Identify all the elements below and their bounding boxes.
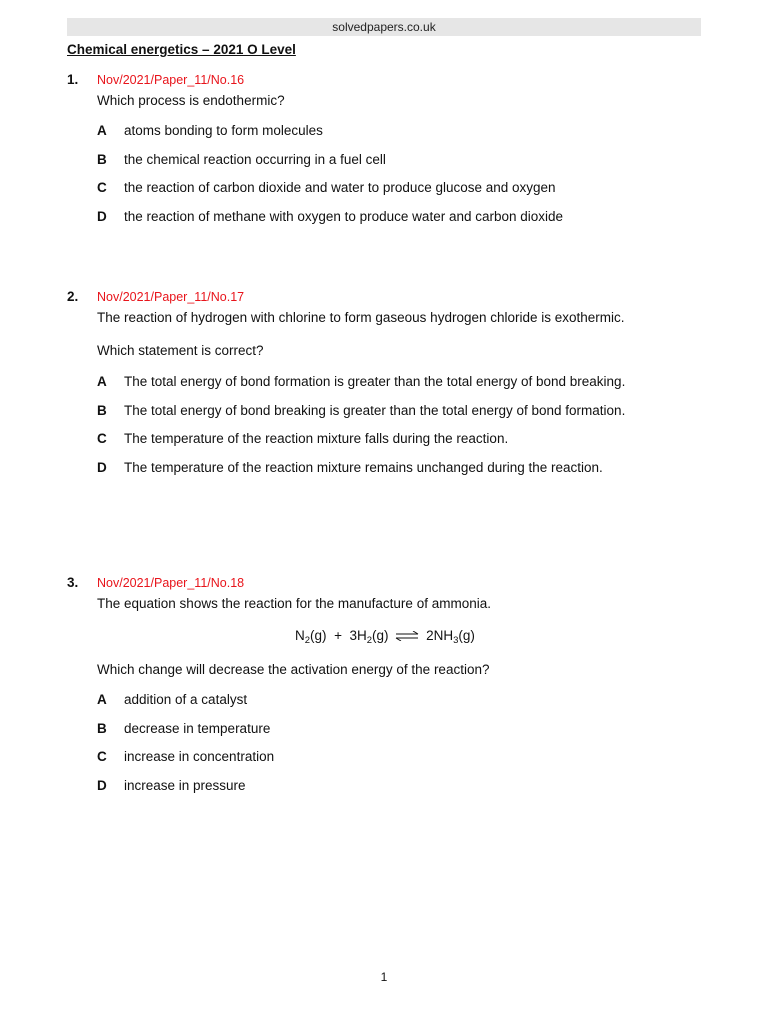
option-letter: B <box>97 151 107 167</box>
question-prompt: Which change will decrease the activation energy of the reaction? <box>97 662 490 677</box>
product-ammonia: 2NH <box>426 628 454 643</box>
question-prompt: Which statement is correct? <box>97 343 264 358</box>
option-text: atoms bonding to form molecules <box>124 123 323 138</box>
option-letter: D <box>97 460 107 476</box>
subscript: 2 <box>304 635 311 646</box>
reactant-hydrogen: 3H <box>349 628 367 643</box>
option-letter: B <box>97 402 107 418</box>
option-letter: A <box>97 374 107 389</box>
option-text: decrease in temperature <box>124 720 271 736</box>
site-header <box>67 18 701 36</box>
ammonia-equation <box>295 627 475 645</box>
option-text: The temperature of the reaction mixture falls during the reaction. <box>124 431 509 447</box>
option-text: increase in concentration <box>124 749 275 765</box>
option-letter: C <box>97 431 107 447</box>
state-symbol: (g) <box>458 628 475 643</box>
option-text: the reaction of methane with oxygen to produce water and carbon dioxide <box>124 209 564 225</box>
question-stem: Which process is endothermic? <box>97 93 285 108</box>
question-number: 2. <box>67 289 79 304</box>
reactant-nitrogen: N <box>295 628 305 643</box>
question-stem: The reaction of hydrogen with chlorine to form gaseous hydrogen chloride is exothermic. <box>97 310 625 325</box>
document-title: Chemical energetics – 2021 O Level <box>67 42 296 57</box>
state-symbol: (g) <box>372 628 389 643</box>
equilibrium-arrow-icon <box>394 631 420 641</box>
option-letter: D <box>97 209 107 225</box>
plus-sign: + <box>334 628 342 643</box>
option-text: The temperature of the reaction mixture remains unchanged during the reaction. <box>124 460 603 476</box>
option-text: addition of a catalyst <box>124 692 248 707</box>
option-letter: A <box>97 692 107 707</box>
question-number: 3. <box>67 575 79 590</box>
subscript: 2 <box>366 635 373 646</box>
question-reference: Nov/2021/Paper_11/No.18 <box>97 576 245 590</box>
question-stem: The equation shows the reaction for the manufacture of ammonia. <box>97 596 491 611</box>
option-letter: A <box>97 123 107 138</box>
option-letter: C <box>97 180 107 196</box>
option-letter: C <box>97 749 107 765</box>
option-text: The total energy of bond formation is greater than the total energy of bond breaking. <box>124 374 626 389</box>
option-text: increase in pressure <box>124 778 246 794</box>
option-text: the reaction of carbon dioxide and water to produce glucose and oxygen <box>124 180 556 196</box>
option-letter: B <box>97 720 107 736</box>
option-text: the chemical reaction occurring in a fuel cell <box>124 151 386 167</box>
subscript: 3 <box>453 635 459 646</box>
question-number: 1. <box>67 72 79 87</box>
question-reference: Nov/2021/Paper_11/No.17 <box>97 290 245 304</box>
option-letter: D <box>97 778 107 794</box>
question-reference: Nov/2021/Paper_11/No.16 <box>97 73 245 87</box>
page-number: 1 <box>380 970 388 984</box>
state-symbol: (g) <box>310 628 327 643</box>
site-name: solvedpapers.co.uk <box>332 20 436 34</box>
option-text: The total energy of bond breaking is greater than the total energy of bond formation. <box>124 402 626 418</box>
